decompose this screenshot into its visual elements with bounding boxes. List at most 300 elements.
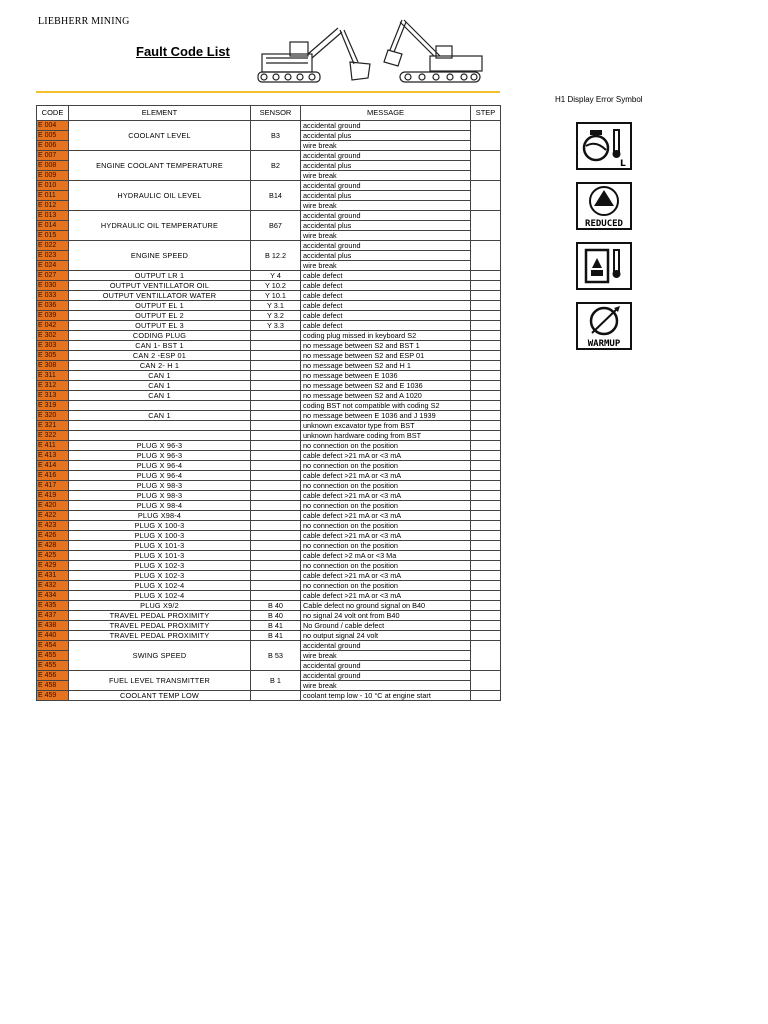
element-cell: OUTPUT LR 1 — [69, 271, 251, 281]
code-cell: E 015 — [37, 231, 69, 241]
message-cell: accidental ground — [301, 211, 471, 221]
table-row — [37, 511, 501, 521]
step-cell — [471, 331, 501, 341]
sensor-cell: Y 3.3 — [251, 321, 301, 331]
reduced-label: REDUCED — [585, 219, 623, 229]
element-cell — [69, 421, 251, 431]
message-cell: unknown hardware coding from BST — [301, 431, 471, 441]
message-cell: accidental plus — [301, 161, 471, 171]
sensor-cell — [251, 331, 301, 341]
step-cell — [471, 311, 501, 321]
code-cell: E 438 — [37, 621, 69, 631]
sensor-cell — [251, 581, 301, 591]
message-cell: no message between E 1036 — [301, 371, 471, 381]
message-cell: no message between S2 and ESP 01 — [301, 351, 471, 361]
code-cell: E 311 — [37, 371, 69, 381]
step-cell — [471, 671, 501, 691]
table-row — [37, 531, 501, 541]
code-cell: E 320 — [37, 411, 69, 421]
message-cell: no connection on the position — [301, 461, 471, 471]
sensor-cell — [251, 501, 301, 511]
sensor-cell — [251, 381, 301, 391]
table-row — [37, 121, 501, 131]
table-row — [37, 671, 501, 681]
code-cell: E 036 — [37, 301, 69, 311]
code-cell: E 440 — [37, 631, 69, 641]
column-header: CODE — [37, 106, 69, 121]
reduced-icon — [576, 182, 632, 230]
sensor-cell — [251, 691, 301, 701]
step-cell — [471, 321, 501, 331]
sensor-cell — [251, 371, 301, 381]
message-cell: cable defect >21 mA or <3 mA — [301, 471, 471, 481]
step-cell — [471, 491, 501, 501]
code-cell: E 308 — [37, 361, 69, 371]
sensor-cell — [251, 351, 301, 361]
fault-code-table — [36, 105, 501, 701]
message-cell: no message between E 1036 and J 1939 — [301, 411, 471, 421]
sensor-cell — [251, 511, 301, 521]
sensor-cell — [251, 521, 301, 531]
sensor-cell — [251, 471, 301, 481]
sensor-cell: Y 3.1 — [251, 301, 301, 311]
code-cell: E 014 — [37, 221, 69, 231]
step-cell — [471, 431, 501, 441]
table-row — [37, 211, 501, 221]
message-cell: cable defect >21 mA or <3 mA — [301, 511, 471, 521]
element-cell: ENGINE COOLANT TEMPERATURE — [69, 151, 251, 181]
sensor-cell — [251, 561, 301, 571]
code-cell: E 005 — [37, 131, 69, 141]
message-cell: coolant temp low - 10 °C at engine start — [301, 691, 471, 701]
table-row — [37, 561, 501, 571]
table-row — [37, 551, 501, 561]
step-cell — [471, 631, 501, 641]
message-cell: cable defect — [301, 321, 471, 331]
step-cell — [471, 271, 501, 281]
table-row — [37, 491, 501, 501]
code-cell: E 417 — [37, 481, 69, 491]
message-cell: accidental ground — [301, 641, 471, 651]
code-cell: E 455 — [37, 661, 69, 671]
step-cell — [471, 561, 501, 571]
element-cell: OUTPUT EL 3 — [69, 321, 251, 331]
message-cell: Cable defect no ground signal on B40 — [301, 601, 471, 611]
message-cell: accidental plus — [301, 251, 471, 261]
code-cell: E 428 — [37, 541, 69, 551]
element-cell: OUTPUT EL 1 — [69, 301, 251, 311]
table-row — [37, 291, 501, 301]
table-row — [37, 311, 501, 321]
step-cell — [471, 291, 501, 301]
code-cell: E 322 — [37, 431, 69, 441]
warmup-icon — [576, 302, 632, 350]
code-cell: E 303 — [37, 341, 69, 351]
table-row — [37, 271, 501, 281]
sensor-cell — [251, 361, 301, 371]
sensor-cell — [251, 421, 301, 431]
column-header: ELEMENT — [69, 106, 251, 121]
step-cell — [471, 571, 501, 581]
sensor-cell: B 41 — [251, 621, 301, 631]
element-cell: SWING SPEED — [69, 641, 251, 671]
step-cell — [471, 541, 501, 551]
element-cell: PLUG X 96-3 — [69, 441, 251, 451]
message-cell: no message between S2 and H 1 — [301, 361, 471, 371]
table-header-row — [37, 106, 501, 121]
code-cell: E 022 — [37, 241, 69, 251]
message-cell: wire break — [301, 651, 471, 661]
element-cell: CAN 1 — [69, 371, 251, 381]
element-cell: TRAVEL PEDAL PROXIMITY — [69, 611, 251, 621]
column-header: MESSAGE — [301, 106, 471, 121]
code-cell: E 008 — [37, 161, 69, 171]
code-cell: E 013 — [37, 211, 69, 221]
code-cell: E 023 — [37, 251, 69, 261]
step-cell — [471, 151, 501, 181]
code-cell: E 033 — [37, 291, 69, 301]
step-cell — [471, 481, 501, 491]
step-cell — [471, 521, 501, 531]
table-row — [37, 181, 501, 191]
table-row — [37, 301, 501, 311]
sensor-cell: B14 — [251, 181, 301, 211]
message-cell: no message between S2 and E 1036 — [301, 381, 471, 391]
element-cell: PLUG X9/2 — [69, 601, 251, 611]
element-cell: PLUG X 102-4 — [69, 591, 251, 601]
element-cell — [69, 401, 251, 411]
step-cell — [471, 581, 501, 591]
sensor-cell: Y 3.2 — [251, 311, 301, 321]
step-cell — [471, 361, 501, 371]
message-cell: accidental ground — [301, 661, 471, 671]
sensor-cell: Y 10.2 — [251, 281, 301, 291]
sensor-cell — [251, 531, 301, 541]
table-row — [37, 151, 501, 161]
message-cell: wire break — [301, 231, 471, 241]
code-cell: E 459 — [37, 691, 69, 701]
code-cell: E 030 — [37, 281, 69, 291]
element-cell: OUTPUT EL 2 — [69, 311, 251, 321]
element-cell: PLUG X 101-3 — [69, 551, 251, 561]
step-cell — [471, 281, 501, 291]
table-body — [37, 121, 501, 701]
message-cell: no connection on the position — [301, 521, 471, 531]
sensor-cell — [251, 451, 301, 461]
step-cell — [471, 601, 501, 611]
code-cell: E 431 — [37, 571, 69, 581]
message-cell: cable defect >21 mA or <3 mA — [301, 491, 471, 501]
message-cell: cable defect — [301, 291, 471, 301]
column-header: STEP — [471, 106, 501, 121]
step-cell — [471, 551, 501, 561]
element-cell: ENGINE SPEED — [69, 241, 251, 271]
element-cell: CODING PLUG — [69, 331, 251, 341]
step-cell — [471, 441, 501, 451]
message-cell: cable defect — [301, 281, 471, 291]
element-cell: COOLANT LEVEL — [69, 121, 251, 151]
code-cell: E 413 — [37, 451, 69, 461]
message-cell: accidental ground — [301, 181, 471, 191]
table-row — [37, 331, 501, 341]
code-cell: E 425 — [37, 551, 69, 561]
element-cell: PLUG X 96-3 — [69, 451, 251, 461]
yellow-divider — [36, 91, 500, 93]
code-cell: E 458 — [37, 681, 69, 691]
element-cell: PLUG X 101-3 — [69, 541, 251, 551]
step-cell — [471, 181, 501, 211]
message-cell: no message between S2 and BST 1 — [301, 341, 471, 351]
step-cell — [471, 641, 501, 671]
element-cell: PLUG X 100-3 — [69, 531, 251, 541]
message-cell: no connection on the position — [301, 541, 471, 551]
step-cell — [471, 241, 501, 271]
element-cell: COOLANT TEMP LOW — [69, 691, 251, 701]
sensor-cell: B67 — [251, 211, 301, 241]
message-cell: cable defect >21 mA or <3 mA — [301, 591, 471, 601]
message-cell: no signal 24 volt ont from B40 — [301, 611, 471, 621]
sensor-cell — [251, 391, 301, 401]
table-row — [37, 441, 501, 451]
table-row — [37, 471, 501, 481]
step-cell — [471, 451, 501, 461]
message-cell: wire break — [301, 681, 471, 691]
company-name: LIEBHERR MINING — [38, 16, 130, 27]
element-cell: PLUG X 96-4 — [69, 471, 251, 481]
sensor-cell — [251, 551, 301, 561]
page-title: Fault Code List — [136, 44, 230, 59]
code-cell: E 027 — [37, 271, 69, 281]
element-cell: OUTPUT VENTILLATOR WATER — [69, 291, 251, 301]
hydraulic-oil-icon — [576, 242, 632, 290]
step-cell — [471, 691, 501, 701]
code-cell: E 411 — [37, 441, 69, 451]
message-cell: coding plug missed in keyboard S2 — [301, 331, 471, 341]
message-cell: accidental ground — [301, 151, 471, 161]
element-cell: CAN 2- H 1 — [69, 361, 251, 371]
message-cell: cable defect — [301, 301, 471, 311]
element-cell: CAN 1 — [69, 391, 251, 401]
sensor-cell — [251, 461, 301, 471]
code-cell: E 455 — [37, 651, 69, 661]
element-cell: CAN 1 — [69, 411, 251, 421]
code-cell: E 437 — [37, 611, 69, 621]
sensor-cell — [251, 401, 301, 411]
code-cell: E 414 — [37, 461, 69, 471]
message-cell: wire break — [301, 141, 471, 151]
sensor-cell — [251, 411, 301, 421]
column-header: SENSOR — [251, 106, 301, 121]
element-cell: PLUG X 98-3 — [69, 481, 251, 491]
table-row — [37, 421, 501, 431]
step-cell — [471, 121, 501, 151]
step-cell — [471, 611, 501, 621]
element-cell: OUTPUT VENTILLATOR OIL — [69, 281, 251, 291]
step-cell — [471, 471, 501, 481]
sensor-cell — [251, 491, 301, 501]
table-row — [37, 521, 501, 531]
table-row — [37, 321, 501, 331]
table-row — [37, 371, 501, 381]
table-row — [37, 281, 501, 291]
message-cell: cable defect — [301, 311, 471, 321]
message-cell: accidental plus — [301, 131, 471, 141]
table-row — [37, 381, 501, 391]
step-cell — [471, 401, 501, 411]
sensor-cell: B3 — [251, 121, 301, 151]
table-row — [37, 401, 501, 411]
message-cell: wire break — [301, 201, 471, 211]
code-cell: E 429 — [37, 561, 69, 571]
code-cell: E 010 — [37, 181, 69, 191]
message-cell: no connection on the position — [301, 481, 471, 491]
table-row — [37, 481, 501, 491]
step-cell — [471, 511, 501, 521]
sensor-cell: B 1 — [251, 671, 301, 691]
step-cell — [471, 461, 501, 471]
step-cell — [471, 421, 501, 431]
code-cell: E 305 — [37, 351, 69, 361]
message-cell: no connection on the position — [301, 441, 471, 451]
table-row — [37, 501, 501, 511]
code-cell: E 321 — [37, 421, 69, 431]
code-cell: E 423 — [37, 521, 69, 531]
code-cell: E 434 — [37, 591, 69, 601]
code-cell: E 006 — [37, 141, 69, 151]
message-cell: no connection on the position — [301, 561, 471, 571]
table-row — [37, 541, 501, 551]
code-cell: E 012 — [37, 201, 69, 211]
element-cell: FUEL LEVEL TRANSMITTER — [69, 671, 251, 691]
element-cell: HYDRAULIC OIL LEVEL — [69, 181, 251, 211]
element-cell: CAN 1- BST 1 — [69, 341, 251, 351]
table-row — [37, 631, 501, 641]
sensor-cell: Y 4 — [251, 271, 301, 281]
code-cell: E 416 — [37, 471, 69, 481]
code-cell: E 024 — [37, 261, 69, 271]
code-cell: E 007 — [37, 151, 69, 161]
code-cell: E 319 — [37, 401, 69, 411]
element-cell: PLUG X 100-3 — [69, 521, 251, 531]
sensor-cell — [251, 441, 301, 451]
element-cell: PLUG X 102-3 — [69, 571, 251, 581]
step-cell — [471, 591, 501, 601]
code-cell: E 302 — [37, 331, 69, 341]
sensor-cell: B 40 — [251, 601, 301, 611]
table-row — [37, 411, 501, 421]
code-cell: E 009 — [37, 171, 69, 181]
table-row — [37, 361, 501, 371]
message-cell: no output signal 24 volt — [301, 631, 471, 641]
message-cell: no connection on the position — [301, 581, 471, 591]
message-cell: unknown excavator type from BST — [301, 421, 471, 431]
step-cell — [471, 371, 501, 381]
element-cell — [69, 431, 251, 441]
step-cell — [471, 391, 501, 401]
message-cell: cable defect >21 mA or <3 mA — [301, 571, 471, 581]
table-row — [37, 591, 501, 601]
table-row — [37, 461, 501, 471]
step-cell — [471, 381, 501, 391]
code-cell: E 456 — [37, 671, 69, 681]
coolant-level-icon — [576, 122, 632, 170]
message-cell: cable defect — [301, 271, 471, 281]
table-row — [37, 341, 501, 351]
element-cell: PLUG X 98-4 — [69, 501, 251, 511]
code-cell: E 042 — [37, 321, 69, 331]
message-cell: cable defect >21 mA or <3 mA — [301, 531, 471, 541]
sensor-cell: B 12.2 — [251, 241, 301, 271]
message-cell: cable defect >2 mA or <3 Ma — [301, 551, 471, 561]
code-cell: E 039 — [37, 311, 69, 321]
table-row — [37, 601, 501, 611]
step-cell — [471, 411, 501, 421]
message-cell: accidental ground — [301, 671, 471, 681]
sensor-cell — [251, 431, 301, 441]
code-cell: E 422 — [37, 511, 69, 521]
code-cell: E 313 — [37, 391, 69, 401]
element-cell: PLUG X98-4 — [69, 511, 251, 521]
element-cell: PLUG X 96-4 — [69, 461, 251, 471]
step-cell — [471, 531, 501, 541]
step-cell — [471, 621, 501, 631]
code-cell: E 312 — [37, 381, 69, 391]
sensor-cell — [251, 541, 301, 551]
code-cell: E 432 — [37, 581, 69, 591]
message-cell: accidental plus — [301, 221, 471, 231]
element-cell: PLUG X 102-3 — [69, 561, 251, 571]
code-cell: E 011 — [37, 191, 69, 201]
code-cell: E 426 — [37, 531, 69, 541]
step-cell — [471, 211, 501, 241]
element-cell: CAN 1 — [69, 381, 251, 391]
message-cell: accidental plus — [301, 191, 471, 201]
message-cell: wire break — [301, 261, 471, 271]
svg-text:L: L — [620, 159, 626, 169]
table-row — [37, 581, 501, 591]
step-cell — [471, 351, 501, 361]
element-cell: TRAVEL PEDAL PROXIMITY — [69, 631, 251, 641]
symbol-section-title: H1 Display Error Symbol — [555, 95, 643, 104]
table-row — [37, 571, 501, 581]
step-cell — [471, 301, 501, 311]
message-cell: cable defect >21 mA or <3 mA — [301, 451, 471, 461]
message-cell: coding BST not compatible with coding S2 — [301, 401, 471, 411]
code-cell: E 420 — [37, 501, 69, 511]
sensor-cell — [251, 571, 301, 581]
message-cell: no message between S2 and A 1020 — [301, 391, 471, 401]
code-cell: E 454 — [37, 641, 69, 651]
element-cell: PLUG X 98-3 — [69, 491, 251, 501]
table-row — [37, 691, 501, 701]
element-cell: TRAVEL PEDAL PROXIMITY — [69, 621, 251, 631]
table-row — [37, 451, 501, 461]
warmup-label: WARMUP — [587, 339, 621, 349]
table-row — [37, 641, 501, 651]
message-cell: No Ground / cable defect — [301, 621, 471, 631]
table-row — [37, 241, 501, 251]
element-cell: CAN 2 -ESP 01 — [69, 351, 251, 361]
table-row — [37, 351, 501, 361]
message-cell: accidental ground — [301, 121, 471, 131]
sensor-cell: B2 — [251, 151, 301, 181]
table-row — [37, 621, 501, 631]
sensor-cell: B 41 — [251, 631, 301, 641]
step-cell — [471, 341, 501, 351]
message-cell: no connection on the position — [301, 501, 471, 511]
excavators-illustration — [250, 14, 500, 94]
table-row — [37, 391, 501, 401]
